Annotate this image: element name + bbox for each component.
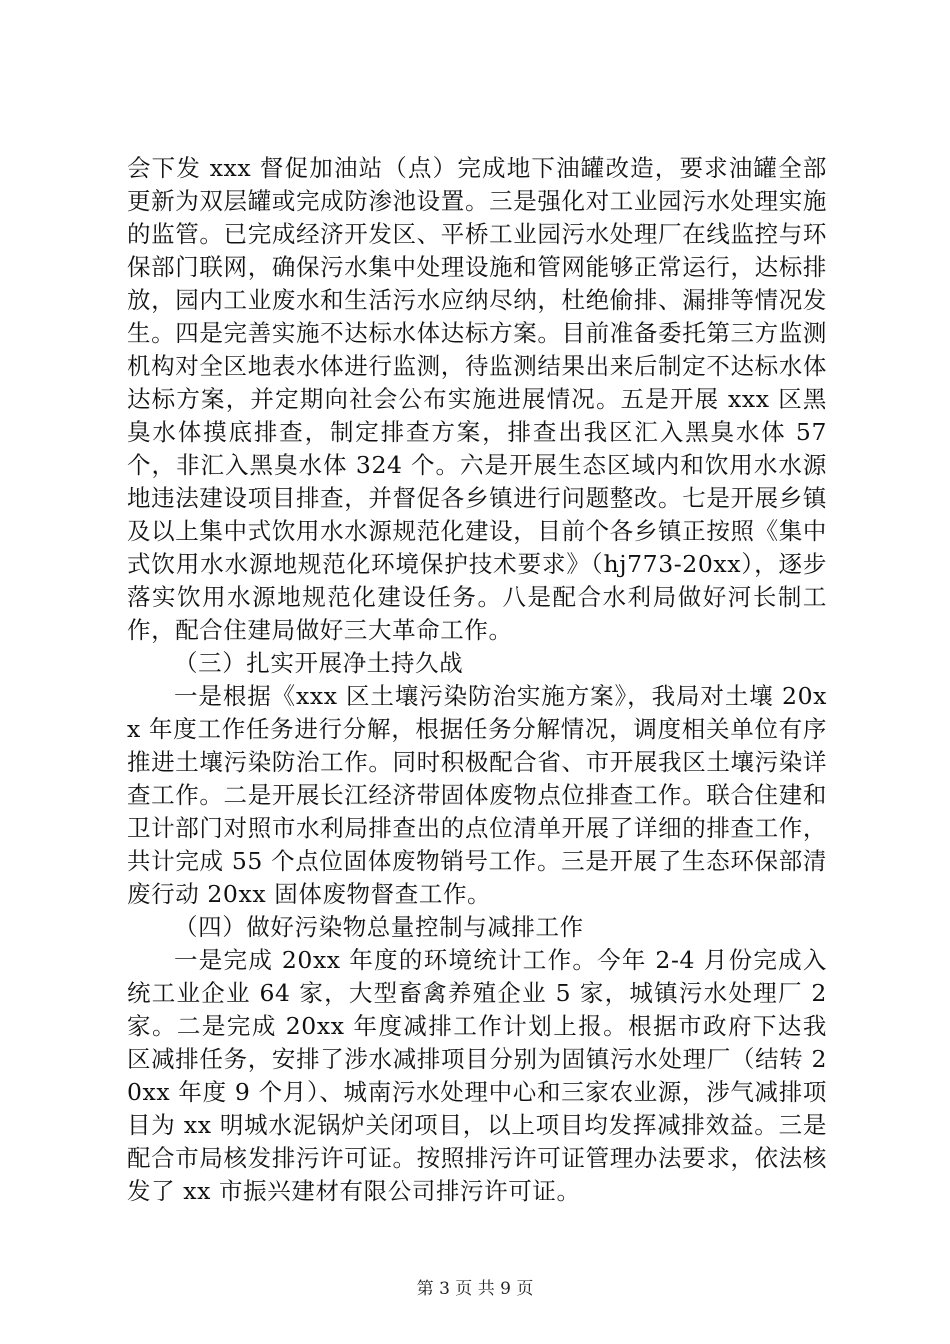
paragraph-continuation: 会下发 xxx 督促加油站（点）完成地下油罐改造，要求油罐全部更新为双层罐或完成防渗池设置。三是强化对工业园污水处理实施的监管。已完成经济开发区、平桥工业园污水处理厂在线监控与环保部门联网，确保污水集中处理设施和管网能够正常运行，达标排放，园内工业废水和生活污水应纳尽纳，杜绝偷排、漏排等情况发生。四是完善实施不达标水体达标方案。目前准备委托第三方监测机构对全区地表水体进行监测，待监测结果出来后制定不达标水体达标方案，并定期向社会公布实施进展情况。五是开展 xxx 区黑臭水体摸底排查，制定排查方案，排查出我区汇入黑臭水体 57 个，非汇入黑臭水体 324 个。六是开展生态区域内和饮用水水源地违法建设项目排查，并督促各乡镇进行问题整改。七是开展乡镇及以上集中式饮用水水源规范化建设，目前个各乡镇正按照《集中式饮用水水源地规范化环境保护技术要求》（hj773-20xx），逐步落实饮用水源地规范化建设任务。八是配合水利局做好河长制工作，配合住建局做好三大革命工作。: [127, 154, 827, 644]
paragraph-emission: 一是完成 20xx 年度的环境统计工作。今年 2-4 月份完成入统工业企业 64 家，大型畜禽养殖企业 5 家，城镇污水处理厂 2 家。二是完成 20xx 年度减排工作计划上报。根据市政府下达我区减排任务，安排了涉水减排项目分别为固镇污水处理厂（结转 20xx 年度 9 个月）、城南污水处理中心和三家农业源，涉气减排项目为 xx 明城水泥锅炉关闭项目，以上项目均发挥减排效益。三是配合市局核发排污许可证。按照排污许可证管理办法要求，依法核发了 xx 市振兴建材有限公司排污许可证。: [127, 946, 827, 1205]
section-heading-4: （四）做好污染物总量控制与减排工作: [174, 913, 584, 941]
page-footer: 第 3 页 共 9 页: [416, 1279, 534, 1299]
document-body: [127, 152, 827, 1208]
section-heading-3: （三）扎实开展净土持久战: [174, 649, 464, 677]
paragraph-soil: 一是根据《xxx 区土壤污染防治实施方案》，我局对土壤 20xx 年度工作任务进行分解，根据任务分解情况，调度相关单位有序推进土壤污染防治工作。同时积极配合省、市开展我区土壤污染详查工作。二是开展长江经济带固体废物点位排查工作。联合住建和卫计部门对照市水利局排查出的点位清单开展了详细的排查工作，共计完成 55 个点位固体废物销号工作。三是开展了生态环保部清废行动 20xx 固体废物督查工作。: [127, 682, 827, 908]
